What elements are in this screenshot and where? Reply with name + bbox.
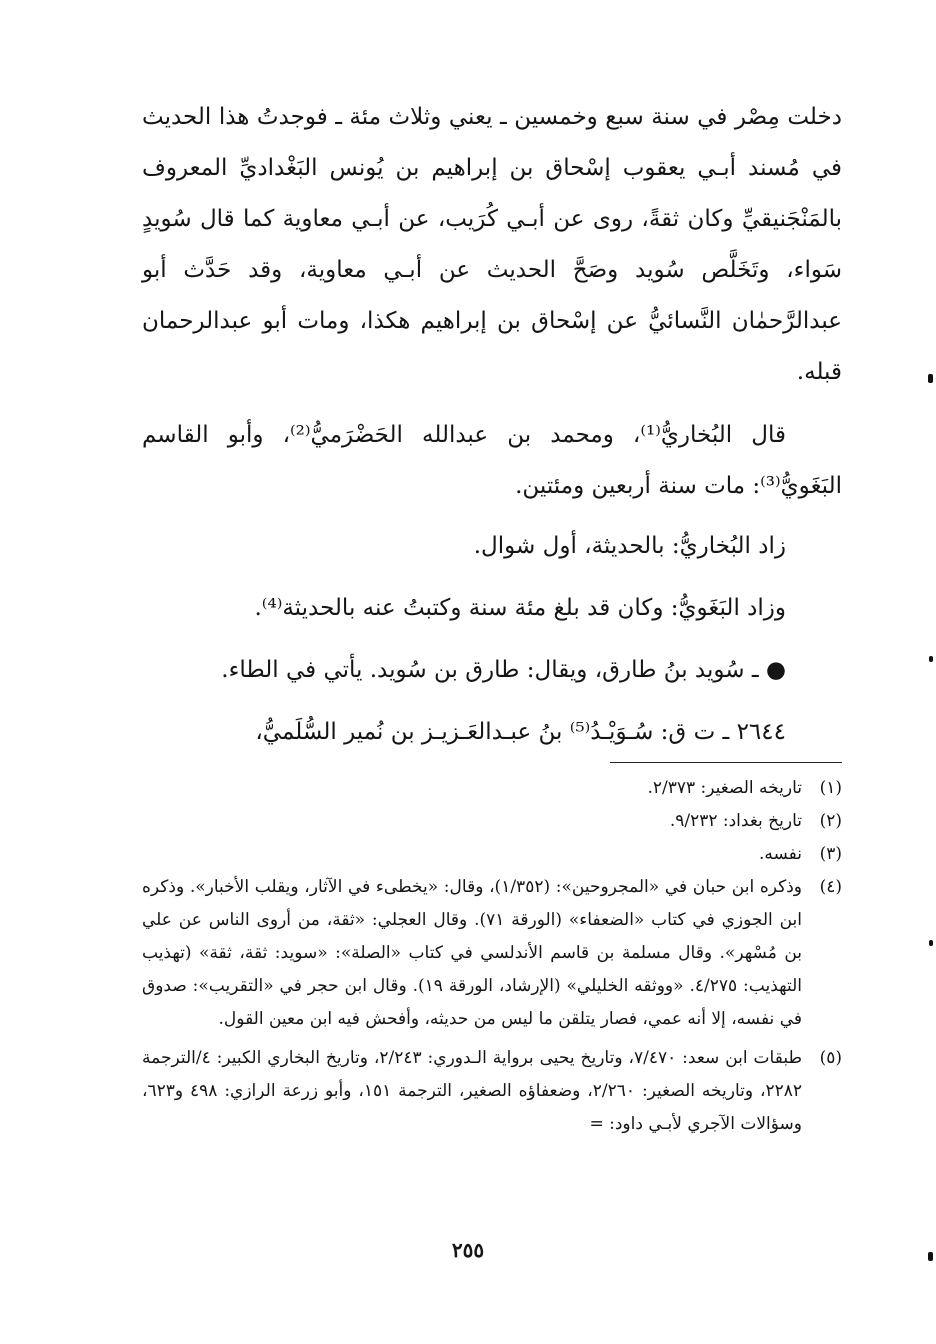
bullet-entry-suwayd-ibn-tariq: ● ـ سُويد بنُ طارق، ويقال: طارق بن سُويد. يأتي في الطاء. xyxy=(221,657,786,683)
footnote-5 xyxy=(142,1042,842,1141)
text-line: أبو عبدالرحمان قبله. xyxy=(142,308,842,385)
footnote-text: تاريخ بغداد: ٩/٢٣٢. xyxy=(669,811,802,831)
footnote-number: (٥) xyxy=(819,1048,842,1068)
footnote-separator xyxy=(610,762,842,763)
footnote-number: (٢) xyxy=(819,811,842,831)
text-line: البَغَويُّ⁽³⁾: مات سنة أربعين ومئتين. xyxy=(515,473,842,499)
page-number: ٢٥٥ xyxy=(451,1238,485,1262)
footnote-number: (١) xyxy=(819,778,842,798)
main-text xyxy=(142,92,842,760)
text-line: المعروف بالمَنْجَنيقيِّ وكان ثقةً، روى عن أبـي كُرَيب، عن أبـي معاوية xyxy=(142,155,843,232)
footnote-3 xyxy=(142,838,842,871)
text-line: دخلت مِصْر في سنة سبع وخمسين ـ يعني وثلاث مئة ـ فوجدتُ هذا xyxy=(218,104,843,130)
margin-mark xyxy=(928,1252,933,1261)
text-line: وقد حَدَّث أبو عبدالرَّحمٰان النَّسائيُّ عن إسْحاق بن إبراهيم هكذا، ومات xyxy=(142,257,842,334)
footnote-text: طبقات ابن سعد: ٧/٤٧٠، وتاريخ يحيى برواية الـدوري: ٢/٢٤٣، وتاريخ البخاري الكبير: ٤/الترجمة ٢٢٨٢، وتاريخه الصغير: ٢/٢٦٠، وضعفاؤه الصغير، الترجمة ١٥١، وأبو زرعة الرازي: ٤٩٨ و٦٢٣، وسؤالات الآجري لأبـي داود: = xyxy=(142,1048,802,1134)
text-line: كما قال سُويدٍ سَواء، وتَخَلَّص سُويد وصَحَّ الحديث عن أبـي معاوية، xyxy=(142,206,843,283)
paragraph-bukhari-addition: زاد البُخاريُّ: بالحديثة، أول شوال. xyxy=(473,533,786,559)
text-line: قال البُخاريُّ⁽¹⁾، ومحمد بن عبدالله الحَضْرَميُّ⁽²⁾، وأبو القاسم xyxy=(142,422,787,448)
text-line: الحديث في مُسند أبـي يعقوب إسْحاق بن إبراهيم بن يُونس البَغْداديِّ xyxy=(142,104,843,181)
entry-heading-2644: ٢٦٤٤ ـ ت ق: سُـوَيْـدُ⁽⁵⁾ بنُ عبـدالعَـزيـز بن نُمير السُّلَميُّ، xyxy=(255,719,786,745)
footnote-text: تاريخه الصغير: ٢/٣٧٣. xyxy=(647,778,802,798)
paragraph-misr xyxy=(142,92,842,398)
margin-mark xyxy=(928,374,933,383)
paragraph-death-year xyxy=(142,410,842,512)
footnote-4 xyxy=(142,871,842,1036)
margin-mark xyxy=(929,656,933,662)
footnote-1 xyxy=(142,772,842,805)
footnote-text: نفسه. xyxy=(758,844,802,864)
footnotes xyxy=(142,772,842,1141)
footnote-2 xyxy=(142,805,842,838)
footnote-number: (٣) xyxy=(819,844,842,864)
margin-mark xyxy=(929,940,933,946)
footnote-text: وذكره ابن حبان في «المجروحين»: (١/٣٥٢)، وقال: «يخطىء في الآثار، ويقلب الأخبار». وذكره ابن الجوزي في كتاب «الضعفاء» (الورقة ٧١). وقال العجلي: «ثقة، من أروى الناس عن علي بن مُسْهر». وقال مسلمة بن قاسم الأندلسي في كتاب «الصلة»: «سويد: ثقة، ثقة» (تهذيب التهذيب: ٤/٢٧٥. «ووثقه الخليلي» (الإرشاد، الورقة ١٩). وقال ابن حجر في «التقريب»: صدوق في نفسه، إلا أنه عمي، فصار يتلقن ما ليس من حديثه، وأفحش فيه ابن معين القول. xyxy=(142,877,802,1029)
footnote-number: (٤) xyxy=(819,877,842,897)
paragraph-baghawi-addition: وزاد البَغَويُّ: وكان قد بلغ مئة سنة وكتبتُ عنه بالحديثة⁽⁴⁾. xyxy=(254,595,786,621)
